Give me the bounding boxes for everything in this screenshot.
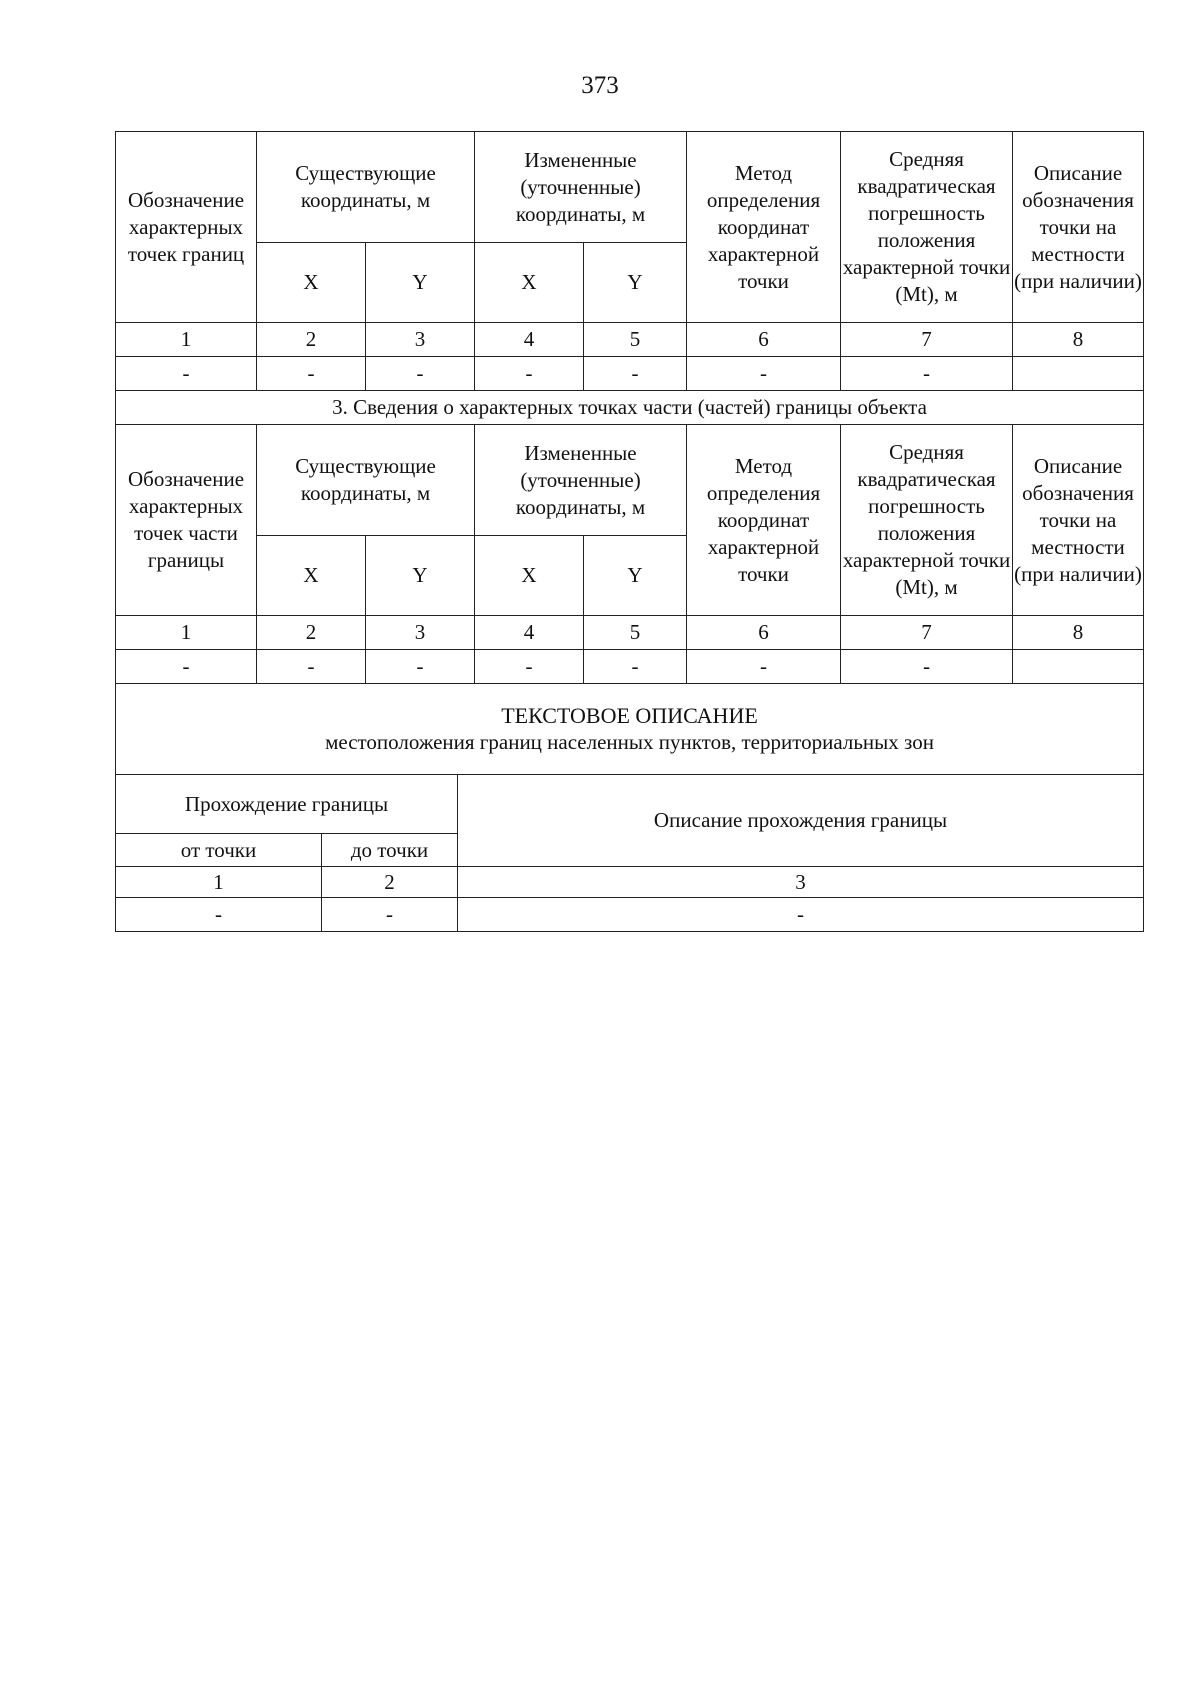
table-cell: - (116, 650, 257, 684)
header-x: X (257, 243, 366, 323)
header-x: X (257, 536, 366, 616)
header-designation: Обозначение характерных точек части границы (116, 425, 257, 616)
text-description-heading (116, 684, 1144, 775)
header-description: Описание обозначения точки на местности (при наличии) (1013, 425, 1144, 616)
column-number: 8 (1013, 616, 1144, 650)
page-number: 373 (581, 72, 619, 99)
column-number: 3 (366, 323, 475, 357)
header-error: Средняя квадратическая погрешность положения характерной точки (Mt), м (841, 132, 1013, 323)
column-number: 2 (322, 867, 458, 898)
table-cell (1013, 650, 1144, 684)
table-cell: - (366, 357, 475, 391)
table-cell: - (475, 357, 584, 391)
header-from-point: от точки (116, 834, 322, 867)
column-number: 1 (116, 323, 257, 357)
table-cell: - (687, 650, 841, 684)
column-number: 1 (116, 867, 322, 898)
header-method: Метод определения координат характерной точки (687, 132, 841, 323)
table-cell: - (322, 898, 458, 932)
header-y: Y (584, 243, 687, 323)
table-cell: - (584, 650, 687, 684)
header-boundary-passage: Прохождение границы (116, 775, 458, 834)
table-cell: - (687, 357, 841, 391)
table-cell (1013, 357, 1144, 391)
text-description-subtitle: местоположения границ населенных пунктов, территориальных зон (325, 730, 934, 754)
column-number: 1 (116, 616, 257, 650)
table-cell: - (116, 898, 322, 932)
table-cell: - (116, 357, 257, 391)
table-cell: - (584, 357, 687, 391)
column-number: 8 (1013, 323, 1144, 357)
boundary-points-table (115, 131, 1144, 425)
column-number: 6 (687, 616, 841, 650)
column-number: 7 (841, 616, 1013, 650)
header-error: Средняя квадратическая погрешность положения характерной точки (Mt), м (841, 425, 1013, 616)
column-number: 7 (841, 323, 1013, 357)
header-x: X (475, 243, 584, 323)
header-y: Y (366, 536, 475, 616)
column-number: 3 (458, 867, 1144, 898)
header-y: Y (366, 243, 475, 323)
table-cell: - (475, 650, 584, 684)
header-method: Метод определения координат характерной точки (687, 425, 841, 616)
column-number: 4 (475, 616, 584, 650)
column-number: 3 (366, 616, 475, 650)
column-number: 2 (257, 323, 366, 357)
header-passage-description: Описание прохождения границы (458, 775, 1144, 867)
table-cell: - (257, 650, 366, 684)
boundary-parts-table (115, 424, 1144, 684)
header-existing-coordinates: Существующие координаты, м (257, 132, 475, 243)
column-number: 5 (584, 616, 687, 650)
header-y: Y (584, 536, 687, 616)
table-cell: - (458, 898, 1144, 932)
column-number: 5 (584, 323, 687, 357)
header-designation: Обозначение характерных точек границ (116, 132, 257, 323)
table-cell: - (841, 357, 1013, 391)
header-x: X (475, 536, 584, 616)
table-cell: - (841, 650, 1013, 684)
header-existing-coordinates: Существующие координаты, м (257, 425, 475, 536)
header-changed-coordinates: Измененные (уточненные) координаты, м (475, 425, 687, 536)
column-number: 4 (475, 323, 584, 357)
header-changed-coordinates: Измененные (уточненные) координаты, м (475, 132, 687, 243)
header-to-point: до точки (322, 834, 458, 867)
column-number: 2 (257, 616, 366, 650)
section-3-title: 3. Сведения о характерных точках части (частей) границы объекта (116, 391, 1144, 425)
text-description-title: ТЕКСТОВОЕ ОПИСАНИЕ (501, 703, 758, 728)
header-description: Описание обозначения точки на местности (при наличии) (1013, 132, 1144, 323)
table-cell: - (257, 357, 366, 391)
table-cell: - (366, 650, 475, 684)
column-number: 6 (687, 323, 841, 357)
text-description-table (115, 683, 1144, 932)
